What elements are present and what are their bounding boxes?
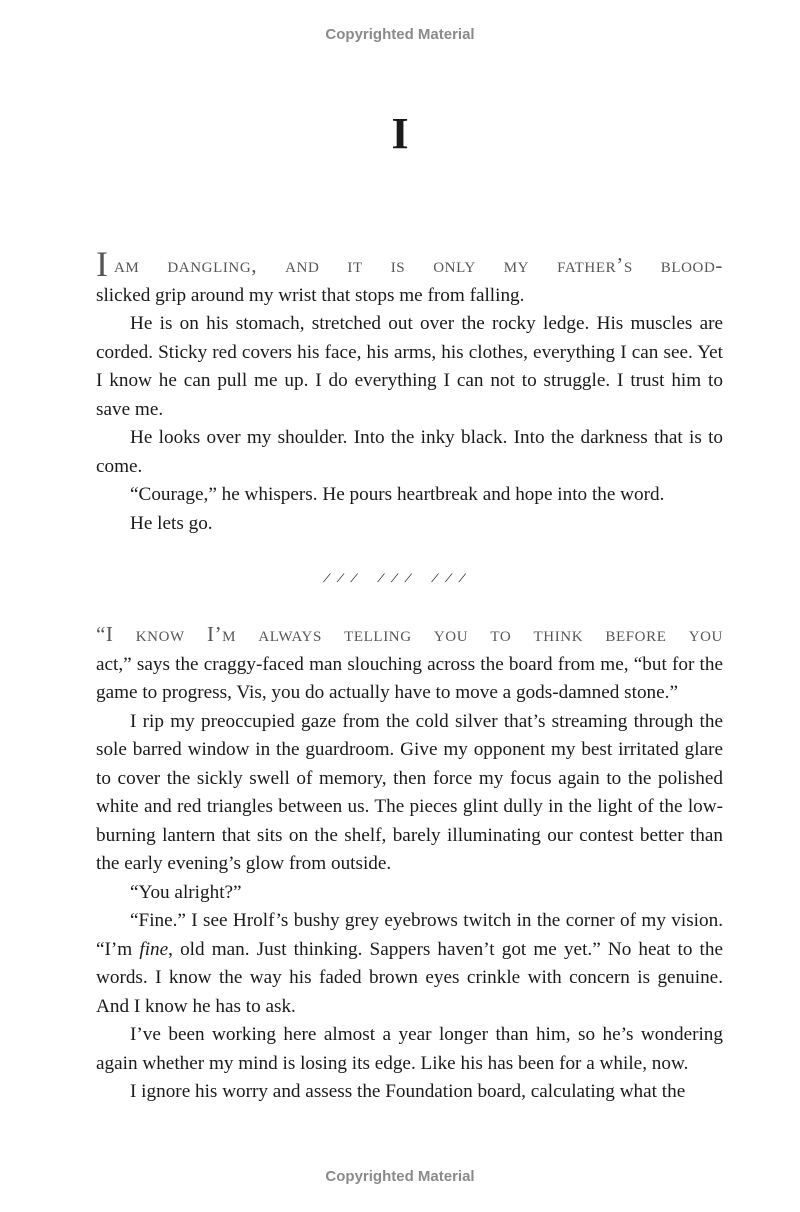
opening-continuation: slicked grip around my wrist that stops me from falling.: [96, 284, 525, 306]
paragraph: He is on his stomach, stretched out over the rocky ledge. His muscles are corded. Sticky red covers his face, his arms, his clothes, everything I can see. Yet I know he can pull me up. I do everything I can not to struggle. I trust him to save me.: [96, 313, 723, 420]
section-opening-small-caps: “I know I’m always telling you to think before you: [96, 622, 723, 646]
section-one: [96, 244, 723, 538]
chapter-number: I: [391, 109, 409, 158]
drop-cap: I: [96, 244, 108, 284]
paragraph: I ignore his worry and assess the Foundation board, calculating what the: [130, 1081, 686, 1102]
paragraph: “You alright?”: [130, 881, 242, 903]
paragraph: He looks over my shoulder. Into the inky black. Into the darkness that is to come.: [96, 427, 723, 477]
dialogue-text: “Fine.” I see Hrolf’s bushy grey eyebrows twitch in the corner of my vision. “I’m: [96, 910, 723, 960]
section-opening-continuation: act,” says the craggy-faced man slouching across the board from me, “but for the game to progress, Vis, you do actually have to move a gods-damned stone.”: [96, 653, 723, 703]
copyright-watermark-top: Copyrighted Material: [325, 26, 475, 43]
section-break-ornament: [0, 570, 800, 586]
paragraph: I’ve been working here almost a year longer than him, so he’s wondering again whether my mind is losing its edge. Like his has been for a while, now.: [96, 1024, 723, 1074]
section-two: [96, 620, 723, 1107]
ornament-glyph: /// /// ///: [322, 570, 479, 585]
paragraph: He lets go.: [130, 512, 213, 534]
copyright-watermark-bottom: Copyrighted Material: [325, 1168, 475, 1185]
paragraph: “Courage,” he whispers. He pours heartbreak and hope into the word.: [130, 484, 665, 505]
paragraph: I rip my preoccupied gaze from the cold silver that’s streaming through the sole barred window in the guardroom. Give my opponent my best irritated glare to cover the sickly swell of memory, then force my focus again to the polished white and red triangles between us. The pieces glint dully in the light of the low-burning lantern that sits on the shelf, barely illuminating our contest better than the early evening’s glow from outside.: [96, 710, 723, 874]
opening-small-caps: am dangling, and it is only my father’s blood-: [114, 253, 723, 277]
paragraph: [96, 907, 723, 1021]
emphasized-word: fine: [139, 938, 169, 960]
section-opening-paragraph: [96, 620, 723, 708]
dialogue-text: , old man. Just thinking. Sappers haven’t got me yet.” No heat to the words. I know the way his faded brown eyes crinkle with concern is genuine. And I know he has to ask.: [96, 938, 723, 1017]
opening-paragraph: [96, 244, 723, 310]
